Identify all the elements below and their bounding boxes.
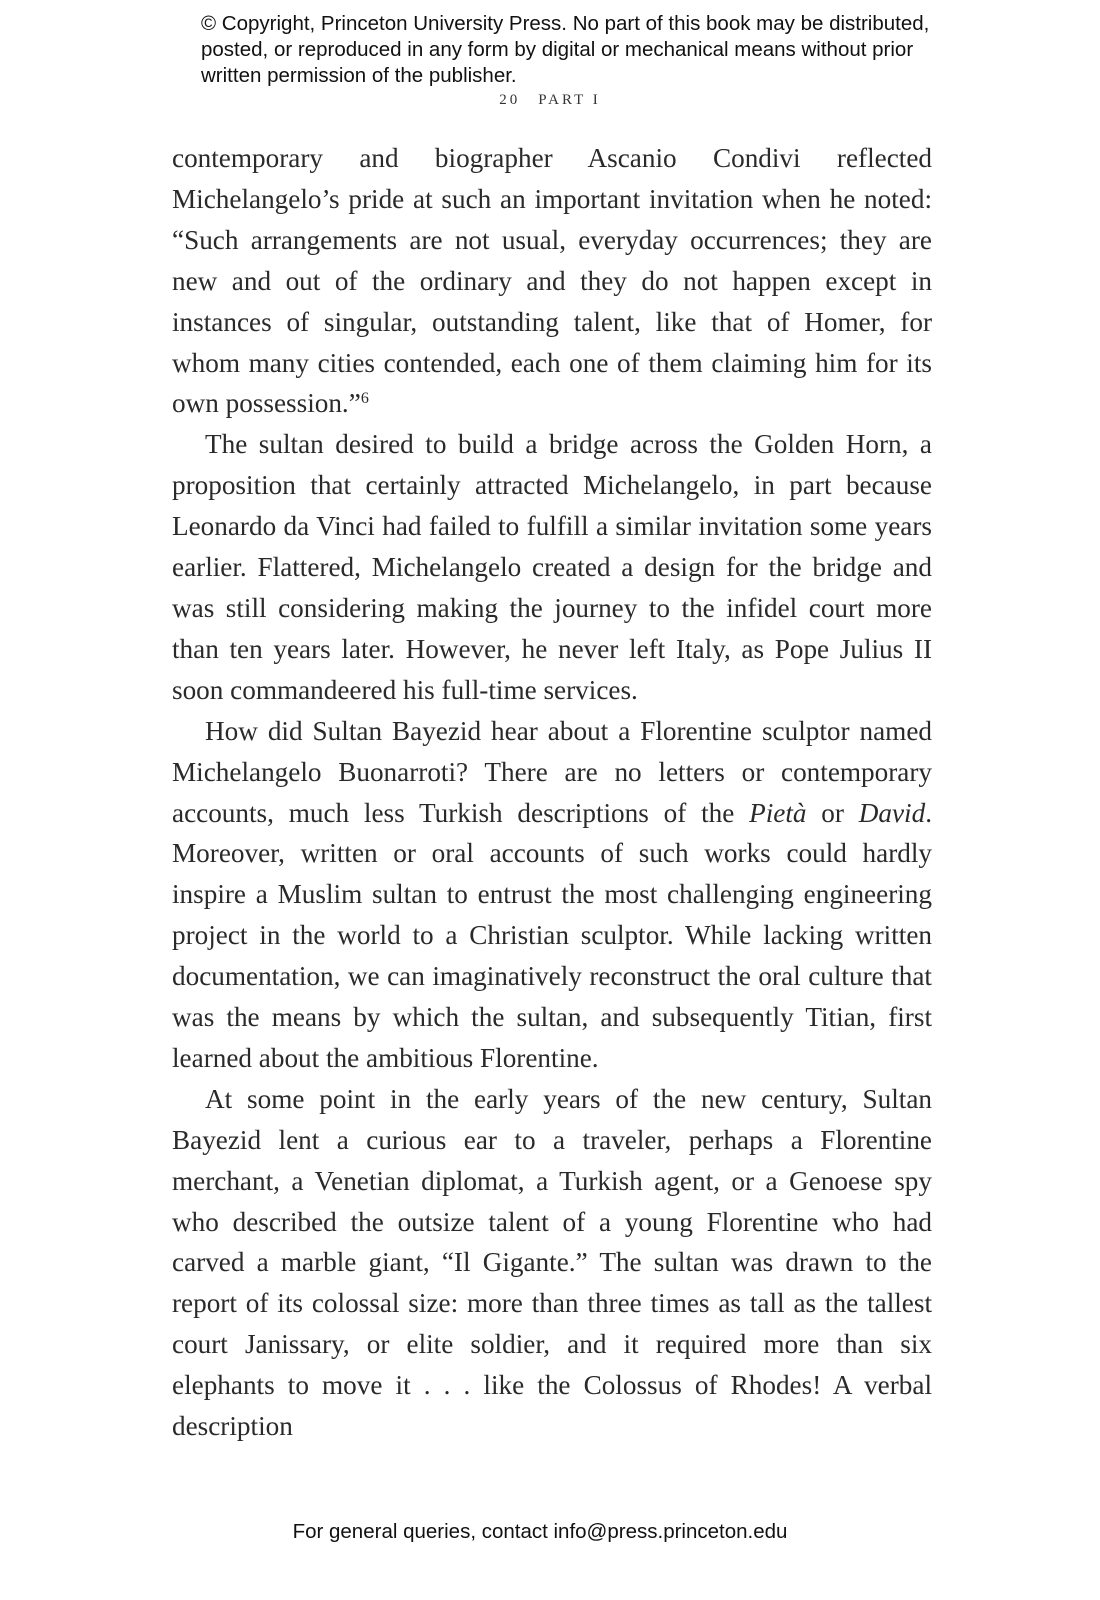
running-head xyxy=(0,92,1100,109)
paragraph-1 xyxy=(172,138,932,424)
copyright-notice: © Copyright, Princeton University Press. No part of this book may be distributed, posted, or reproduced in any form by digital or mechanical means without prior written permission of the publisher. xyxy=(201,12,930,87)
paragraph-3-text-b: or xyxy=(806,797,859,828)
footnote-marker[interactable]: 6 xyxy=(360,390,369,408)
paragraph-3-text-a: How did Sultan Bayezid hear about a Florentine sculptor named Michelangelo Buonarroti? There are no letters or contemporary accounts, much less Turkish descriptions of the xyxy=(172,715,932,828)
paragraph-3 xyxy=(172,711,932,1079)
artwork-title-pieta: Pietà xyxy=(749,797,807,828)
footer-contact: For general queries, contact info@press.princeton.edu xyxy=(292,1520,788,1543)
paragraph-2: The sultan desired to build a bridge across the Golden Horn, a proposition that certainly attracted Michelangelo, in part because Leonardo da Vinci had failed to fulfill a similar invitation some years earlier. Flattered, Michelangelo created a design for the bridge and was still considering making the journey to the infidel court more than ten years later. However, he never left Italy, as Pope Julius II soon commandeered his full-time services. xyxy=(172,429,932,705)
artwork-title-david: David xyxy=(858,797,926,828)
page-number: 20 xyxy=(499,92,521,108)
body-text xyxy=(172,138,932,1447)
section-title: PART I xyxy=(538,92,601,108)
paragraph-4: At some point in the early years of the new century, Sultan Bayezid lent a curious ear to a traveler, perhaps a Florentine merchant, a Venetian diplomat, a Turkish agent, or a Genoese spy who described the outsize talent of a young Florentine who had carved a marble giant, “Il Gigante.” The sultan was drawn to the report of its colossal size: more than three times as tall as the tallest court Janissary, or elite soldier, and it required more than six elephants to move it . . . like the Colossus of Rhodes! A verbal description xyxy=(172,1083,932,1442)
paragraph-1-text: contemporary and biographer Ascanio Condivi reflected Michelangelo’s pride at such an important invitation when he noted: “Such arrangements are not usual, everyday occurrences; they are new and out of the ordinary and they do not happen except in instances of singular, outstanding talent, like that of Homer, for whom many cities contended, each one of them claiming him for its own possession.” xyxy=(172,143,932,419)
paragraph-3-text-c: . Moreover, written or oral accounts of such works could hardly inspire a Muslim sultan to entrust the most challenging engineering project in the world to a Christian sculptor. While lacking written documentation, we can imaginatively reconstruct the oral culture that was the means by which the sultan, and subsequently Titian, first learned about the ambitious Florentine. xyxy=(172,797,932,1073)
